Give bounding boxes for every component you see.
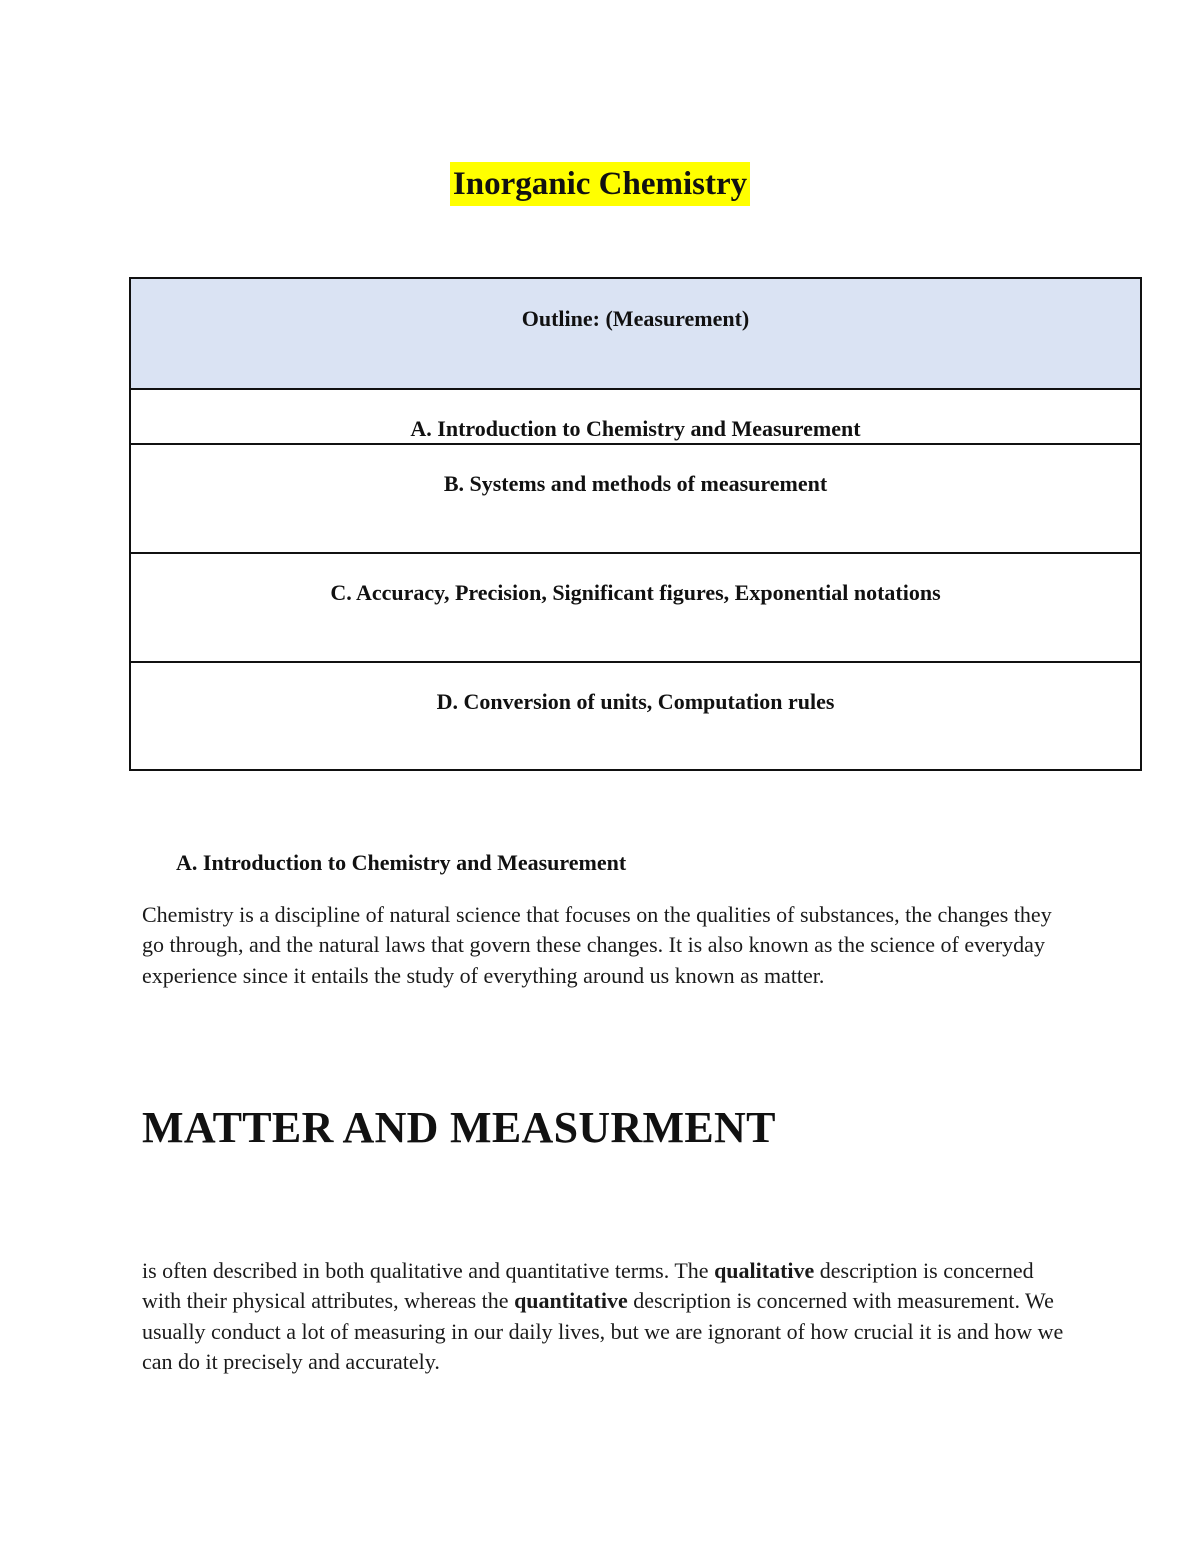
outline-item-c: C. Accuracy, Precision, Significant figures, Exponential notations (330, 580, 941, 605)
matter-text-part2: description is concerned with their physical attributes, whereas the (142, 1258, 1034, 1314)
outline-item-b: B. Systems and methods of measurement (443, 471, 828, 496)
outline-item-d-cell (131, 661, 1140, 769)
outline-item-a-cell (131, 388, 1140, 443)
intro-paragraph: Chemistry is a discipline of natural science that focuses on the qualities of substances, the changes they go through, and the natural laws that govern these changes. It is also known as the science of everyday experience since it entails the study of everything around us known as matter. (142, 902, 1052, 988)
qualitative-term: qualitative (714, 1258, 815, 1283)
outline-table (129, 277, 1142, 771)
section-a-heading: A. Introduction to Chemistry and Measurement (176, 850, 627, 875)
matter-heading: MATTER AND MEASURMENT (142, 1103, 776, 1152)
outline-item-d: D. Conversion of units, Computation rules (436, 689, 835, 714)
matter-text-part1: is often described in both qualitative and quantitative terms. The (142, 1258, 715, 1283)
matter-paragraph (142, 1256, 1072, 1377)
outline-item-a: A. Introduction to Chemistry and Measurement (410, 416, 861, 441)
matter-text-part3: description is concerned with measurement. We usually conduct a lot of measuring in our daily lives, but we are ignorant of how crucial it is and how we can do it precisely and accurately. (142, 1288, 1064, 1374)
outline-header-cell (131, 279, 1140, 388)
quantitative-term: quantitative (514, 1288, 628, 1314)
outline-item-b-cell (131, 443, 1140, 552)
title-wrapper (0, 162, 1200, 206)
document-title: Inorganic Chemistry (450, 162, 750, 206)
outline-header: Outline: (Measurement) (521, 306, 750, 331)
outline-item-c-cell (131, 552, 1140, 661)
